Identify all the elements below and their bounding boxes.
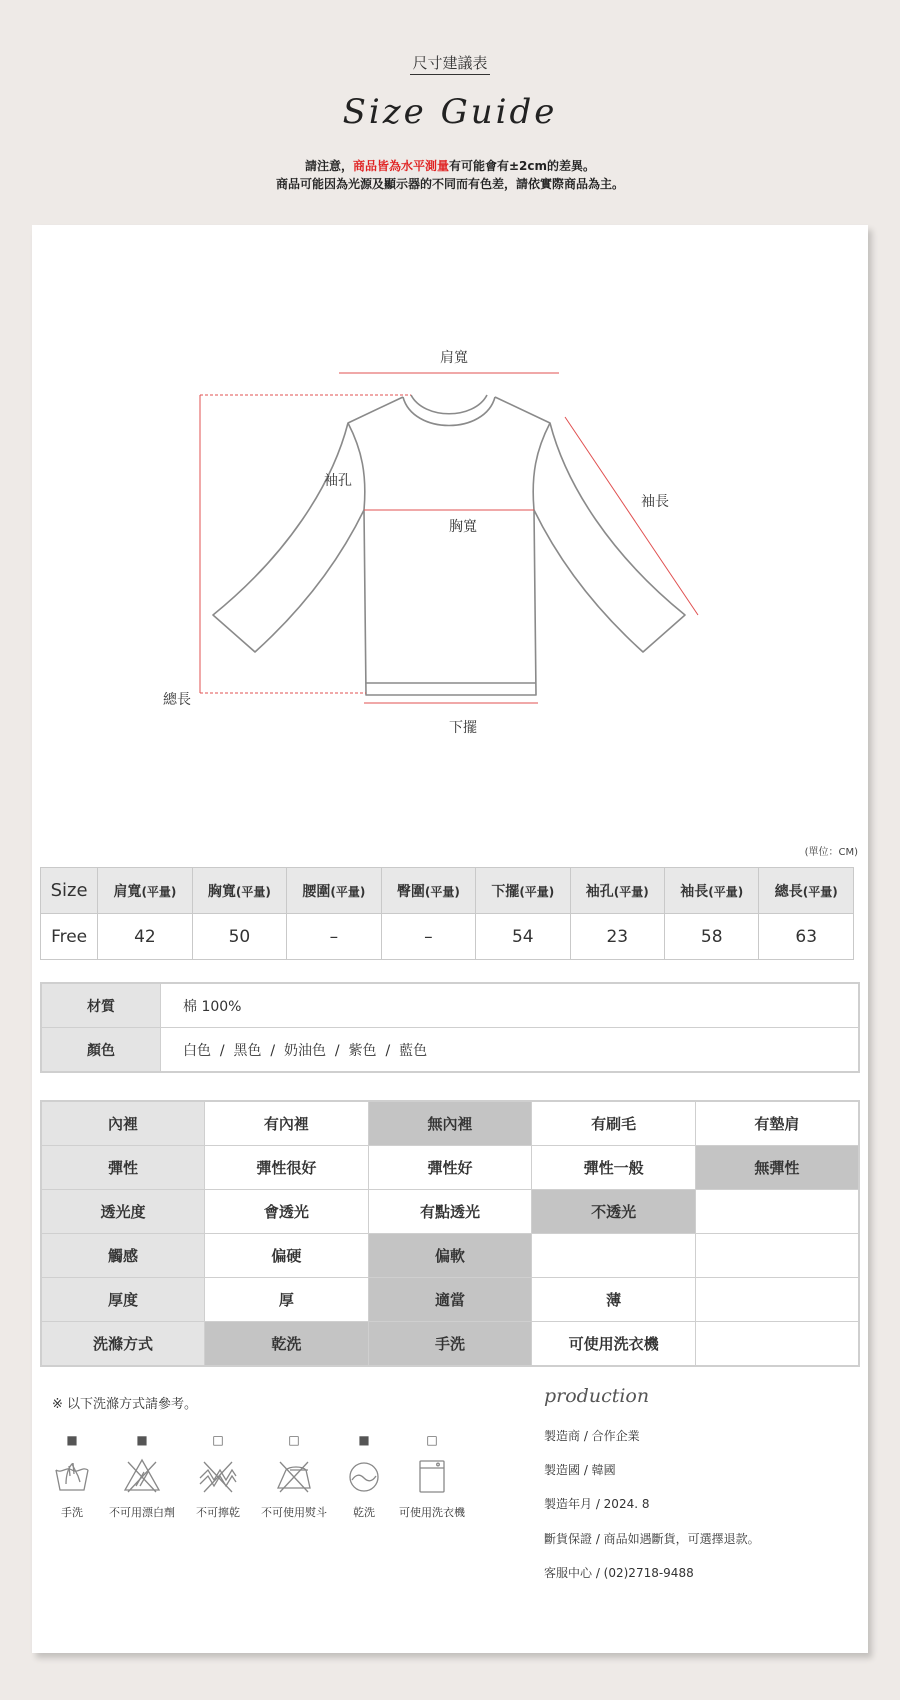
size-column-header: 袖孔(平量): [570, 868, 664, 914]
page-title: Size Guide: [342, 92, 558, 132]
attribute-option: 有墊肩: [695, 1101, 859, 1146]
table-row: [41, 1028, 859, 1073]
unit-label: (單位：CM): [804, 847, 858, 858]
size-column-header: 胸寬(平量): [192, 868, 286, 914]
hand-wash-icon: [52, 1454, 92, 1498]
production-stock-guarantee: 斷貨保證 / 商品如遇斷貨，可選擇退款。: [544, 1532, 760, 1546]
attribute-key: 洗滌方式: [41, 1322, 205, 1367]
no-wring-icon: [198, 1454, 238, 1498]
care-label: 手洗: [61, 1506, 83, 1519]
size-value-cell: –: [287, 914, 381, 960]
attribute-option: 彈性很好: [205, 1146, 369, 1190]
attribute-option: 有點透光: [368, 1190, 532, 1234]
attribute-option-selected: 不透光: [532, 1190, 696, 1234]
care-check-mark: ■: [358, 1433, 370, 1447]
care-item-washing-machine: [392, 1430, 472, 1520]
size-value-cell: –: [381, 914, 475, 960]
material-table: [40, 982, 860, 1073]
attribute-option: [695, 1322, 859, 1367]
size-header-cell: Size: [41, 868, 98, 914]
garment-diagram: [32, 225, 868, 835]
size-column-header: 袖長(平量): [665, 868, 759, 914]
dry-clean-icon: [344, 1454, 384, 1498]
size-value-cell: 54: [476, 914, 570, 960]
washing-machine-icon: [412, 1454, 452, 1498]
attribute-key: 內裡: [41, 1101, 205, 1146]
care-check-mark: □: [212, 1433, 224, 1447]
material-key: 材質: [41, 983, 161, 1028]
table-row: [41, 1278, 859, 1322]
care-check-mark: □: [288, 1433, 300, 1447]
attribute-option-selected: 偏軟: [368, 1234, 532, 1278]
table-row: [41, 1190, 859, 1234]
size-value-cell: 23: [570, 914, 664, 960]
care-item-no-iron: [254, 1430, 334, 1520]
no-bleach-icon: [122, 1454, 162, 1498]
material-value: 棉 100%: [161, 983, 860, 1028]
color-key: 顏色: [41, 1028, 161, 1073]
care-label: 乾洗: [353, 1506, 375, 1519]
production-title: production: [544, 1385, 650, 1407]
production-date: 製造年月 / 2024. 8: [544, 1497, 650, 1511]
attribute-key: 彈性: [41, 1146, 205, 1190]
size-value-cell: 58: [665, 914, 759, 960]
attribute-option-selected: 手洗: [368, 1322, 532, 1367]
attribute-option: 薄: [532, 1278, 696, 1322]
attribute-key: 透光度: [41, 1190, 205, 1234]
care-label: 不可用漂白劑: [109, 1506, 175, 1519]
label-length: 總長: [163, 692, 191, 708]
table-row: [41, 1101, 859, 1146]
production-manufacturer: 製造商 / 合作企業: [544, 1429, 640, 1443]
table-row: [41, 1146, 859, 1190]
size-value-cell: 50: [192, 914, 286, 960]
size-name-cell: Free: [41, 914, 98, 960]
size-column-header: 下擺(平量): [476, 868, 570, 914]
measurement-note: 請注意，商品皆為水平測量有可能會有±2cm的差異。: [304, 159, 596, 173]
attribute-option: 有內裡: [205, 1101, 369, 1146]
table-row: [41, 983, 859, 1028]
attribute-option: [695, 1234, 859, 1278]
care-item-no-bleach: [102, 1430, 182, 1520]
attribute-option-selected: 適當: [368, 1278, 532, 1322]
care-check-mark: ■: [136, 1433, 148, 1447]
no-iron-icon: [274, 1454, 314, 1498]
table-row: [41, 1234, 859, 1278]
attribute-option: 偏硬: [205, 1234, 369, 1278]
attribute-option: [695, 1278, 859, 1322]
size-column-header: 總長(平量): [759, 868, 854, 914]
label-sleeve: 袖長: [641, 494, 669, 510]
care-label: 不可擰乾: [196, 1506, 240, 1519]
color-note: 商品可能因為光源及顯示器的不同而有色差，請依實際商品為主。: [275, 177, 624, 191]
care-check-mark: ■: [66, 1433, 78, 1447]
care-label: 可使用洗衣機: [399, 1506, 465, 1519]
fabric-attribute-table: [40, 1100, 860, 1367]
sweater-outline: [213, 395, 685, 695]
attribute-option: 有刷毛: [532, 1101, 696, 1146]
attribute-option: 彈性一般: [532, 1146, 696, 1190]
label-shoulder: 肩寬: [440, 350, 468, 366]
care-check-mark: □: [426, 1433, 438, 1447]
attribute-option-selected: 乾洗: [205, 1322, 369, 1367]
size-column-header: 臀圍(平量): [381, 868, 475, 914]
production-customer-service: 客服中心 / (02)2718-9488: [544, 1566, 694, 1580]
label-armhole: 袖孔: [324, 473, 352, 489]
size-table-header: [41, 868, 854, 914]
care-note: ※ 以下洗滌方式請參考。: [52, 1397, 198, 1412]
care-item-hand-wash: [32, 1430, 112, 1520]
attribute-option: 厚: [205, 1278, 369, 1322]
attribute-option: 彈性好: [368, 1146, 532, 1190]
size-column-header: 腰圍(平量): [287, 868, 381, 914]
attribute-option: [695, 1190, 859, 1234]
production-country: 製造國 / 韓國: [544, 1463, 616, 1477]
care-label: 不可使用熨斗: [261, 1506, 327, 1519]
color-value: 白色 / 黑色 / 奶油色 / 紫色 / 藍色: [161, 1028, 860, 1073]
table-row: [41, 1322, 859, 1367]
size-value-cell: 42: [98, 914, 192, 960]
label-chest: 胸寬: [449, 519, 477, 535]
size-column-header: 肩寬(平量): [98, 868, 192, 914]
measurement-lines: [200, 373, 698, 703]
size-value-cell: 63: [759, 914, 854, 960]
size-table: [40, 867, 854, 960]
label-hem: 下擺: [449, 720, 477, 736]
care-item-no-wring: [178, 1430, 258, 1520]
attribute-option-selected: 無彈性: [695, 1146, 859, 1190]
attribute-key: 厚度: [41, 1278, 205, 1322]
table-row: [41, 914, 854, 960]
measurement-note-highlight: 商品皆為水平測量: [352, 159, 449, 173]
attribute-option: 會透光: [205, 1190, 369, 1234]
attribute-key: 觸感: [41, 1234, 205, 1278]
attribute-option: 可使用洗衣機: [532, 1322, 696, 1367]
size-guide-card: [32, 225, 868, 1653]
attribute-option: [532, 1234, 696, 1278]
page-subtitle: 尺寸建議表: [0, 52, 900, 73]
attribute-option-selected: 無內裡: [368, 1101, 532, 1146]
